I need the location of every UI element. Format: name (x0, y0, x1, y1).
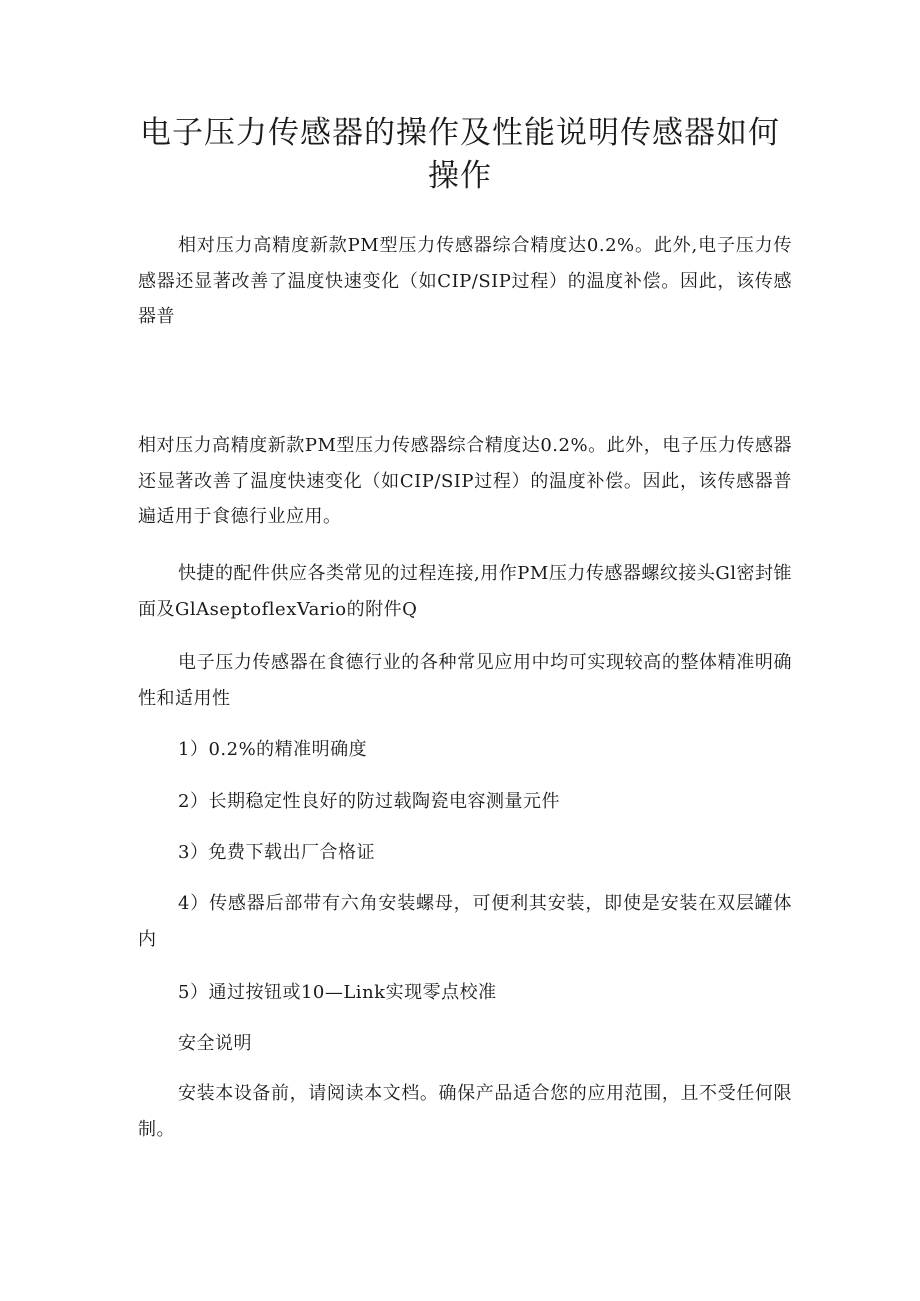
paragraph-accuracy-summary: 电子压力传感器在食德行业的各种常见应用中均可实现较高的整体精准明确性和适用性 (138, 652, 792, 709)
paragraph-safety: 安装本设备前，请阅读本文档。确保产品适合您的应用范围，且不受任何限制。 (138, 1083, 792, 1140)
list-item-5: 5）通过按钮或10—Link实现零点校准 (178, 982, 497, 1003)
document-title: 电子压力传感器的操作及性能说明传感器如何操作 (140, 115, 780, 194)
list-item-4: 4）传感器后部带有六角安装螺母，可便利其安装，即使是安装在双层罐体内 (138, 893, 792, 950)
section-heading-safety: 安全说明 (178, 1033, 252, 1054)
intro-paragraph: 相对压力高精度新款PM型压力传感器综合精度达0.2%。此外,电子压力传感器还显著改善了温度快速变化（如CIP/SIP过程）的温度补偿。因此，该传感器普 (138, 235, 792, 327)
paragraph-accessories: 快捷的配件供应各类常见的过程连接,用作PM压力传感器螺纹接头Gl密封锥面及GlAseptoflexVario的附件Q (138, 563, 792, 620)
paragraph-application: 相对压力高精度新款PM型压力传感器综合精度达0.2%。此外，电子压力传感器还显著改善了温度快速变化（如CIP/SIP过程）的温度补偿。因此，该传感器普遍适用于食德行业应用。 (138, 435, 792, 527)
list-item-2: 2）长期稳定性良好的防过载陶瓷电容测量元件 (178, 791, 560, 812)
list-item-3: 3）免费下载出厂合格证 (178, 842, 375, 863)
list-item-1: 1）0.2%的精准明确度 (178, 739, 368, 760)
